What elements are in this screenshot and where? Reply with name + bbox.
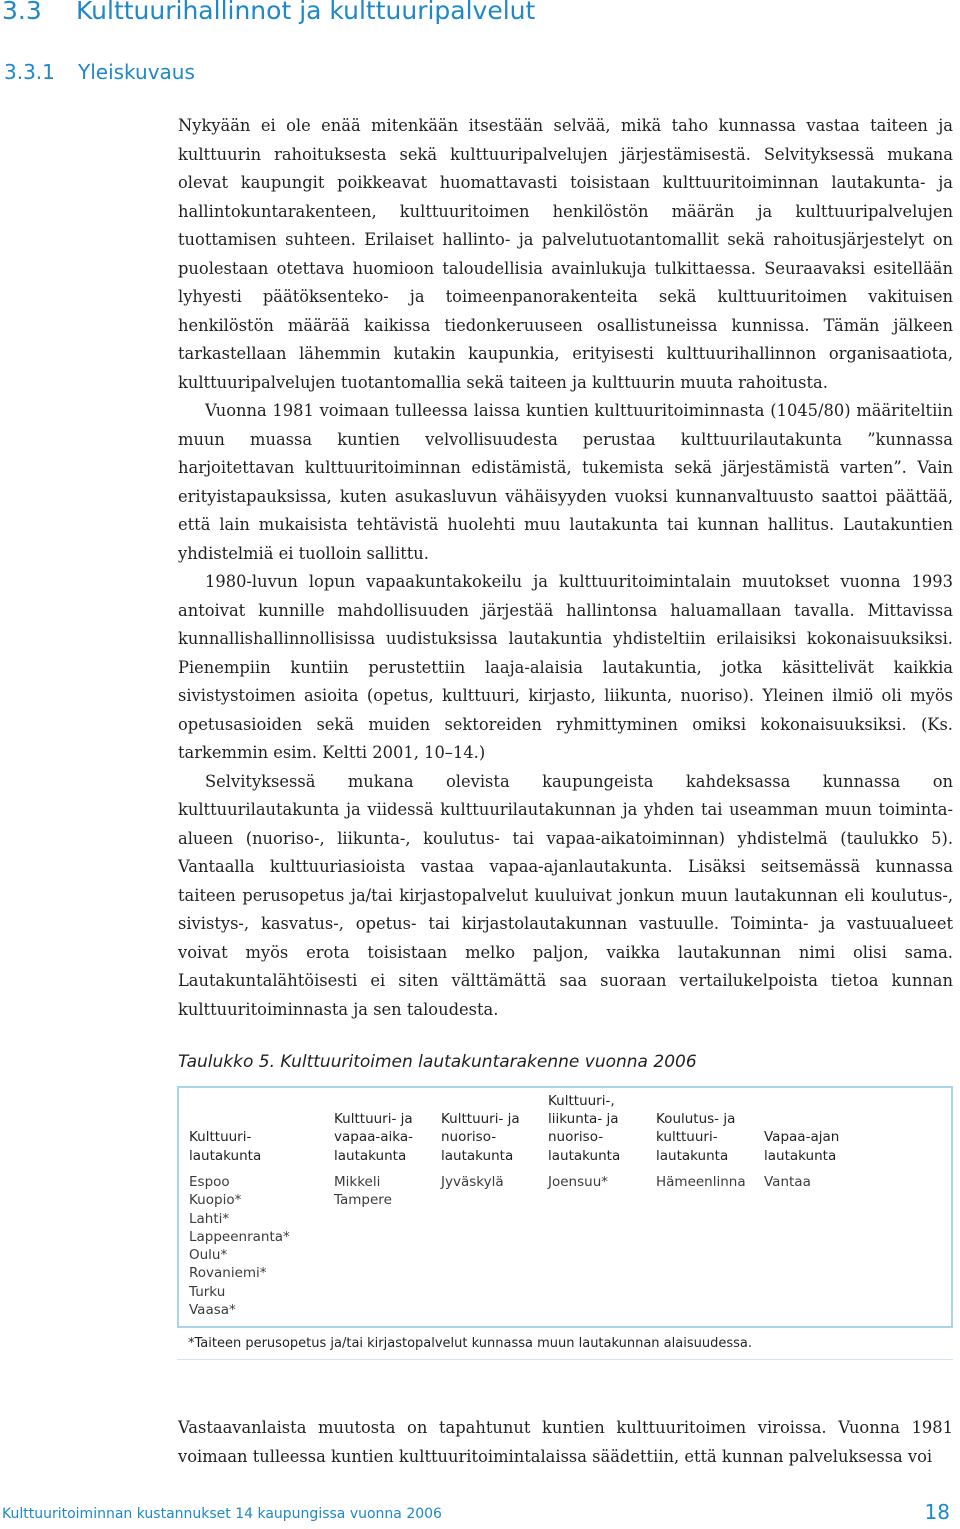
- column-cities: [441, 1173, 504, 1191]
- continuation-text: [178, 1414, 953, 1471]
- column-cities: [656, 1173, 746, 1191]
- city-cell: Mikkeli: [334, 1174, 381, 1190]
- table-caption: Taulukko 5. Kulttuuritoimen lautakuntarakenne vuonna 2006: [178, 1052, 697, 1072]
- city-cell: Joensuu*: [548, 1174, 608, 1190]
- column-header: Vapaa-ajan lautakunta: [764, 1129, 840, 1164]
- footer-title: Kulttuuritoiminnan kustannukset 14 kaupungissa vuonna 2006: [2, 1506, 442, 1522]
- paragraph-continuation: Vastaavanlaista muutosta on tapahtunut kuntien kulttuuritoimen viroissa. Vuonna 1981 voimaan tulleessa kuntien kulttuuritoimintalaissa säädettiin, että kunnan palveluksessa voi: [178, 1418, 953, 1466]
- city-cell: Turku: [189, 1283, 226, 1300]
- city-cell: Jyväskylä: [441, 1174, 504, 1190]
- section-title: Kulttuurihallinnot ja kulttuuripalvelut: [76, 0, 536, 25]
- city-cell: Lahti*: [189, 1210, 230, 1227]
- subsection-number: 3.3.1: [4, 60, 55, 84]
- paragraph-2: Vuonna 1981 voimaan tulleessa laissa kuntien kulttuuritoiminnasta (1045/80) määriteltiin muun muassa kuntien velvollisuudesta perustaa kulttuurilautakunta ”kunnassa harjoitettavan kulttuuritoiminnan edistämistä, tukemista sekä järjestämistä varten”. Vain erityistapauksissa, kuten asukasluvun vähäisyyden vuoksi kunnanvaltuusto saattoi päättää, että lain mukaisista tehtävistä huolehti muu lautakunta tai kunnan hallitus. Lautakuntien yhdistelmiä ei tuolloin sallittu.: [178, 401, 953, 563]
- city-cell: Vaasa*: [189, 1302, 236, 1319]
- section-number: 3.3: [2, 0, 42, 25]
- subsection-title: Yleiskuvaus: [78, 60, 195, 84]
- city-cell: Lappeenranta*: [189, 1228, 290, 1245]
- board-structure-table: [177, 1086, 953, 1328]
- column-header: Kulttuuri- ja nuoriso- lautakunta: [441, 1111, 520, 1164]
- column-cities: [189, 1173, 290, 1319]
- page-number: 18: [924, 1500, 950, 1524]
- subsection-heading: [4, 60, 195, 84]
- column-header: Kulttuuri-, liikunta- ja nuoriso- lautakunta: [548, 1092, 621, 1164]
- city-cell: Rovaniemi*: [189, 1265, 267, 1282]
- column-cities: [548, 1173, 608, 1191]
- column-cities: [764, 1173, 811, 1191]
- paragraph-1: Nykyään ei ole enää mitenkään itsestään selvää, mikä taho kunnassa vastaa taiteen ja kulttuurin rahoituksesta sekä kulttuuripalvelujen järjestämisestä. Selvityksessä mukana olevat kaupungit poikkeavat huomattavasti toisistaan kulttuuritoiminnan lautakunta- ja hallintokuntarakenteen, kulttuuritoimen henkilöstön määrän ja kulttuuripalvelujen tuottamisen suhteen. Erilaiset hallinto- ja palvelutuotantomallit sekä rahoitusjärjestelyt on puolestaan otettava huomioon taloudellisia avainlukuja tulkittaessa. Seuraavaksi esitellään lyhyesti päätöksenteko- ja toimeenpanorakenteita sekä kulttuuritoimen vakituisen henkilöstön määrää kaikissa tiedonkeruuseen osallistuneissa kunnissa. Tämän jälkeen tarkastellaan lähemmin kutakin kaupunkia, erityisesti kulttuurihallinnon organisaatiota, kulttuuripalvelujen tuotantomallia sekä taiteen ja kulttuurin muuta rahoitusta.: [178, 116, 953, 392]
- body-text: [178, 112, 953, 1024]
- city-cell: Hämeenlinna: [656, 1174, 746, 1190]
- city-cell: Oulu*: [189, 1247, 228, 1264]
- city-cell: Tampere: [334, 1192, 392, 1209]
- table-footnote: *Taiteen perusopetus ja/tai kirjastopalvelut kunnassa muun lautakunnan alaisuudessa.: [188, 1336, 752, 1351]
- city-cell: Kuopio*: [189, 1192, 242, 1209]
- column-cities: [334, 1173, 392, 1210]
- paragraph-4: Selvityksessä mukana olevista kaupungeista kahdeksassa kunnassa on kulttuurilautakunta ja viidessä kulttuurilautakunnan ja yhden tai useamman muun toiminta-alueen (nuoriso-, liikunta-, koulutus- tai vapaa-aikatoiminnan) yhdistelmä (taulukko 5). Vantaalla kulttuuriasioista vastaa vapaa-ajanlautakunta. Lisäksi seitsemässä kunnassa taiteen perusopetus ja/tai kirjastopalvelut kuuluivat jonkun muun lautakunnan eli koulutus-, sivistys-, kasvatus-, opetus- tai kirjastolautakunnan vastuulle. Toiminta- ja vastuualueet voivat myös erota toisistaan melko paljon, vaikka lautakunnan nimi olisi sama. Lautakuntalähtöisesti ei siten välttämättä saa suoraan vertailukelpoista tietoa kunnan kulttuuritoiminnasta ja sen taloudesta.: [178, 771, 953, 1019]
- section-heading: [2, 0, 535, 25]
- column-header: Koulutus- ja kulttuuri- lautakunta: [656, 1111, 736, 1164]
- column-header: Kulttuuri- ja vapaa-aika- lautakunta: [334, 1111, 413, 1164]
- paragraph-3: 1980-luvun lopun vapaakuntakokeilu ja kulttuuritoimintalain muutokset vuonna 1993 antoivat kunnille mahdollisuuden järjestää hallintonsa haluamallaan tavalla. Mittavissa kunnallishallinnollisissa uudistuksissa lautakuntia yhdisteltiin erilaisiksi kokonaisuuksiksi. Pienempiin kuntiin perustettiin laaja-alaisia lautakuntia, jotka käsittelivät kaikkia sivistystoimen asioita (opetus, kulttuuri, kirjasto, liikunta, nuoriso). Yleinen ilmiö oli myös opetusasioiden sekä muiden sektoreiden ryhmittyminen omiksi kokonaisuuksiksi. (Ks. tarkemmin esim. Keltti 2001, 10–14.): [178, 572, 953, 762]
- column-header: Kulttuuri- lautakunta: [189, 1129, 262, 1164]
- city-cell: Vantaa: [764, 1174, 811, 1190]
- footnote-divider: [177, 1359, 953, 1360]
- city-cell: Espoo: [189, 1174, 230, 1190]
